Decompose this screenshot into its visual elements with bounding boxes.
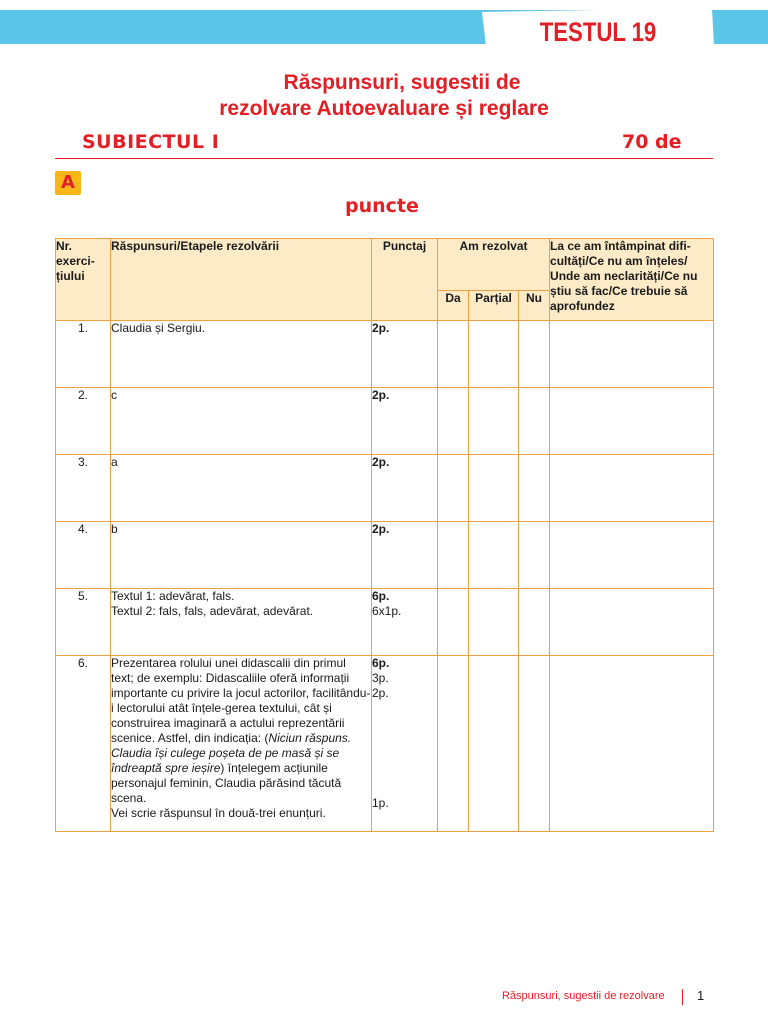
answer-italic: Niciun răspuns. Claudia își culege poșeta de pe masă și se îndreaptă spre ieșire: [111, 731, 352, 775]
cell-partial: [469, 656, 519, 832]
header-no: Nu: [519, 291, 550, 321]
answer-line: Textul 1: adevărat, fals.: [111, 589, 235, 603]
section-badge: A: [55, 171, 81, 195]
row-number: 1.: [56, 321, 111, 388]
cell-no: [519, 321, 550, 388]
row-number: 6.: [56, 656, 111, 832]
page-number: 1: [697, 988, 705, 1003]
cell-no: [519, 589, 550, 656]
cell-difficulties: [550, 522, 714, 589]
header-nr: Nr. exerci-țiului: [56, 239, 111, 321]
cell-yes: [438, 455, 469, 522]
answer-text: Prezentarea rolului unei didascalii din primul text; de exemplu: Didascaliile oferă informații importante cu privire la jocul actorilor, facilitându-i lectorului atât înțele-gerea textului, cât și construirea imaginară a actului reprezentării scenice. Astfel, din indicația: (: [111, 656, 371, 745]
points-total: 6p.: [372, 656, 390, 670]
row-points: 2p.: [372, 522, 438, 589]
header-answers: Răspunsuri/Etapele rezolvării: [111, 239, 372, 321]
answer-instruction: Vei scrie răspunsul în două-trei enunțuri.: [111, 806, 326, 820]
header-yes: Da: [438, 291, 469, 321]
cell-partial: [469, 522, 519, 589]
cell-difficulties: [550, 656, 714, 832]
footer-text: Răspunsuri, sugestii de rezolvare: [502, 990, 665, 1002]
test-label: TESTUL 19: [539, 17, 657, 47]
table-row: [56, 321, 714, 388]
points-detail: 6x1p.: [372, 604, 402, 618]
header-difficulties: La ce am întâmpinat difi-cultăți/Ce nu am înțeles/ Unde am neclarități/Ce nu știu să fac/Ce trebuie să aprofundez: [550, 239, 714, 321]
header-points: Punctaj: [372, 239, 438, 321]
heading-rule: [55, 158, 713, 159]
cell-difficulties: [550, 589, 714, 656]
cell-yes: [438, 388, 469, 455]
footer-divider: [682, 989, 683, 1005]
table-row: [56, 589, 714, 656]
row-answer: a: [111, 455, 372, 522]
row-answer: c: [111, 388, 372, 455]
answer-text: ) înțelegem acțiunile personajul feminin, Claudia părăsind tăcută scena.: [111, 761, 342, 805]
row-number: 5.: [56, 589, 111, 656]
table-row: [56, 656, 714, 832]
cell-yes: [438, 589, 469, 656]
row-points: 2p.: [372, 455, 438, 522]
cell-difficulties: [550, 321, 714, 388]
cell-no: [519, 455, 550, 522]
cell-yes: [438, 522, 469, 589]
table-row: [56, 388, 714, 455]
points-total: 6p.: [372, 589, 390, 603]
row-number: 4.: [56, 522, 111, 589]
row-number: 3.: [56, 455, 111, 522]
cell-no: [519, 522, 550, 589]
cell-no: [519, 388, 550, 455]
page-title-line2: rezolvare Autoevaluare și reglare: [219, 97, 549, 120]
row-answer: Claudia și Sergiu.: [111, 321, 372, 388]
row-points: [372, 589, 438, 656]
cell-partial: [469, 388, 519, 455]
points-detail: 3p.: [372, 671, 389, 685]
page-title-line1: Răspunsuri, sugestii de: [283, 71, 521, 94]
cell-partial: [469, 321, 519, 388]
row-points: 2p.: [372, 321, 438, 388]
row-points: [372, 656, 438, 832]
cell-yes: [438, 656, 469, 832]
subject-heading: SUBIECTUL I: [82, 131, 220, 153]
row-points: 2p.: [372, 388, 438, 455]
points-label-part1: 70 de: [622, 131, 682, 153]
points-detail: 1p.: [372, 796, 389, 810]
cell-partial: [469, 589, 519, 656]
cell-difficulties: [550, 455, 714, 522]
answers-table: [55, 238, 714, 832]
points-label-part2: puncte: [345, 195, 419, 217]
cell-partial: [469, 455, 519, 522]
table-row: [56, 455, 714, 522]
points-detail: 2p.: [372, 686, 389, 700]
answer-line: Textul 2: fals, fals, adevărat, adevărat.: [111, 604, 314, 618]
cell-yes: [438, 321, 469, 388]
row-number: 2.: [56, 388, 111, 455]
cell-difficulties: [550, 388, 714, 455]
table-row: [56, 522, 714, 589]
row-answer: b: [111, 522, 372, 589]
header-solved: Am rezolvat: [438, 239, 550, 291]
row-answer: [111, 656, 372, 832]
row-answer: [111, 589, 372, 656]
header-partial: Parțial: [469, 291, 519, 321]
cell-no: [519, 656, 550, 832]
